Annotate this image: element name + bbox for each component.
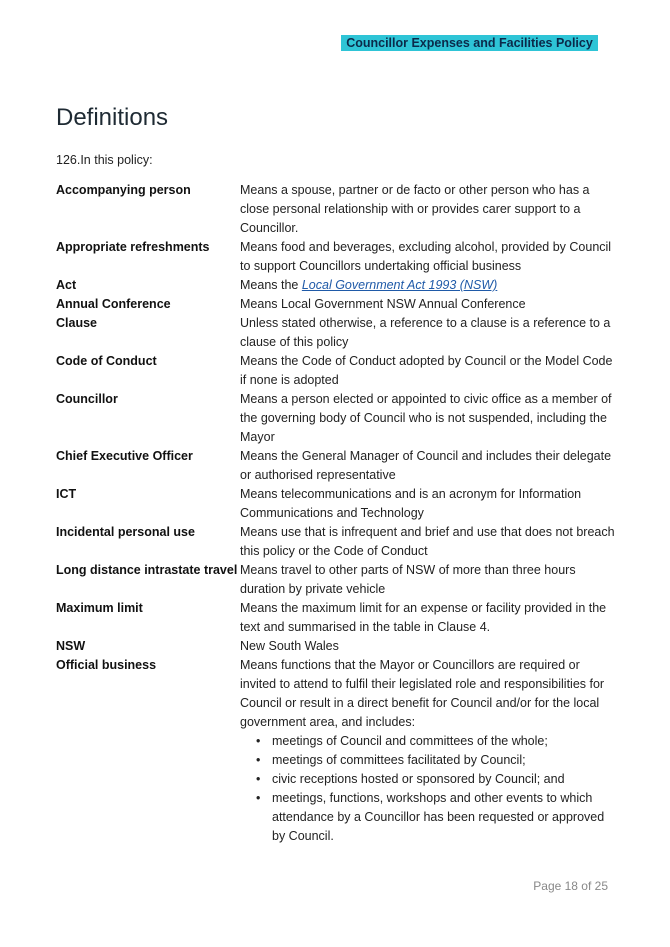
definition-row bbox=[56, 314, 616, 352]
definition-text: Means telecommunications and is an acronym for Information Communications and Technology bbox=[240, 487, 582, 520]
definition-term: Code of Conduct bbox=[56, 354, 157, 368]
bullet-item: • meetings, functions, workshops and other events to which attendance by a Councillor has been requested or approved by Council. bbox=[240, 789, 616, 846]
definition-row bbox=[56, 561, 616, 599]
definition-row bbox=[56, 447, 616, 485]
definition-text bbox=[240, 276, 616, 295]
act-link[interactable]: Local Government Act 1993 (NSW) bbox=[301, 278, 498, 292]
definition-text: Means Local Government NSW Annual Conference bbox=[240, 297, 526, 311]
definition-text: Means the Code of Conduct adopted by Council or the Model Code if none is adopted bbox=[240, 354, 613, 387]
definition-term: Official business bbox=[56, 658, 157, 672]
definition-prefix: Means the bbox=[240, 278, 302, 292]
definition-term: Long distance intrastate travel bbox=[56, 563, 238, 577]
definition-term: Appropriate refreshments bbox=[56, 240, 210, 254]
definition-text: Means a person elected or appointed to civic office as a member of the governing body of Council who is not suspended, including the Mayor bbox=[240, 392, 612, 444]
definition-row bbox=[56, 485, 616, 523]
definition-row bbox=[56, 276, 616, 295]
definition-text: Means the maximum limit for an expense or facility provided in the text and summarised in the table in Clause 4. bbox=[240, 601, 607, 634]
definition-term: Councillor bbox=[56, 392, 118, 406]
definition-text bbox=[240, 656, 616, 846]
definition-term: Chief Executive Officer bbox=[56, 449, 193, 463]
intro-text: 126.In this policy: bbox=[56, 153, 153, 167]
definition-text: Means food and beverages, excluding alcohol, provided by Council to support Councillors undertaking official business bbox=[240, 240, 612, 273]
definition-text: New South Wales bbox=[240, 639, 339, 653]
definition-term: Annual Conference bbox=[56, 297, 171, 311]
bullet-item: • civic receptions hosted or sponsored by Council; and bbox=[240, 770, 616, 789]
definition-term: Accompanying person bbox=[56, 183, 191, 197]
document-header-title: Councillor Expenses and Facilities Policy bbox=[341, 35, 598, 51]
definition-row bbox=[56, 390, 616, 447]
definition-term: Incidental personal use bbox=[56, 525, 195, 539]
definition-text: Means the General Manager of Council and includes their delegate or authorised representative bbox=[240, 449, 612, 482]
definition-term: Clause bbox=[56, 316, 97, 330]
definition-row bbox=[56, 599, 616, 637]
definition-text: Means travel to other parts of NSW of more than three hours duration by private vehicle bbox=[240, 563, 576, 596]
definition-text: Unless stated otherwise, a reference to a clause is a reference to a clause of this policy bbox=[240, 316, 611, 349]
definition-row bbox=[56, 637, 616, 656]
definition-row bbox=[56, 656, 616, 846]
definition-term: Act bbox=[56, 278, 77, 292]
definition-row bbox=[56, 181, 616, 238]
bullet-item: • meetings of committees facilitated by Council; bbox=[240, 751, 616, 770]
definition-term: NSW bbox=[56, 639, 86, 653]
bullet-item: • meetings of Council and committees of the whole; bbox=[240, 732, 616, 751]
definition-text: Means use that is infrequent and brief and use that does not breach this policy or the Code of Conduct bbox=[240, 525, 615, 558]
definition-term: Maximum limit bbox=[56, 601, 143, 615]
bullet-list bbox=[240, 732, 616, 846]
definition-row bbox=[56, 523, 616, 561]
definition-text: Means a spouse, partner or de facto or other person who has a close personal relationship with or provides carer support to a Councillor. bbox=[240, 183, 590, 235]
page-title: Definitions bbox=[56, 104, 169, 131]
definition-row bbox=[56, 352, 616, 390]
definition-row bbox=[56, 295, 616, 314]
definition-term: ICT bbox=[56, 487, 77, 501]
definition-row bbox=[56, 238, 616, 276]
page-number: Page 18 of 25 bbox=[533, 879, 608, 893]
definition-body: Means functions that the Mayor or Councillors are required or invited to attend to fulfil their legislated role and responsibilities for Council or result in a direct benefit for Council and/or for the local government area, and includes: bbox=[240, 658, 605, 729]
definitions-table bbox=[56, 181, 616, 846]
